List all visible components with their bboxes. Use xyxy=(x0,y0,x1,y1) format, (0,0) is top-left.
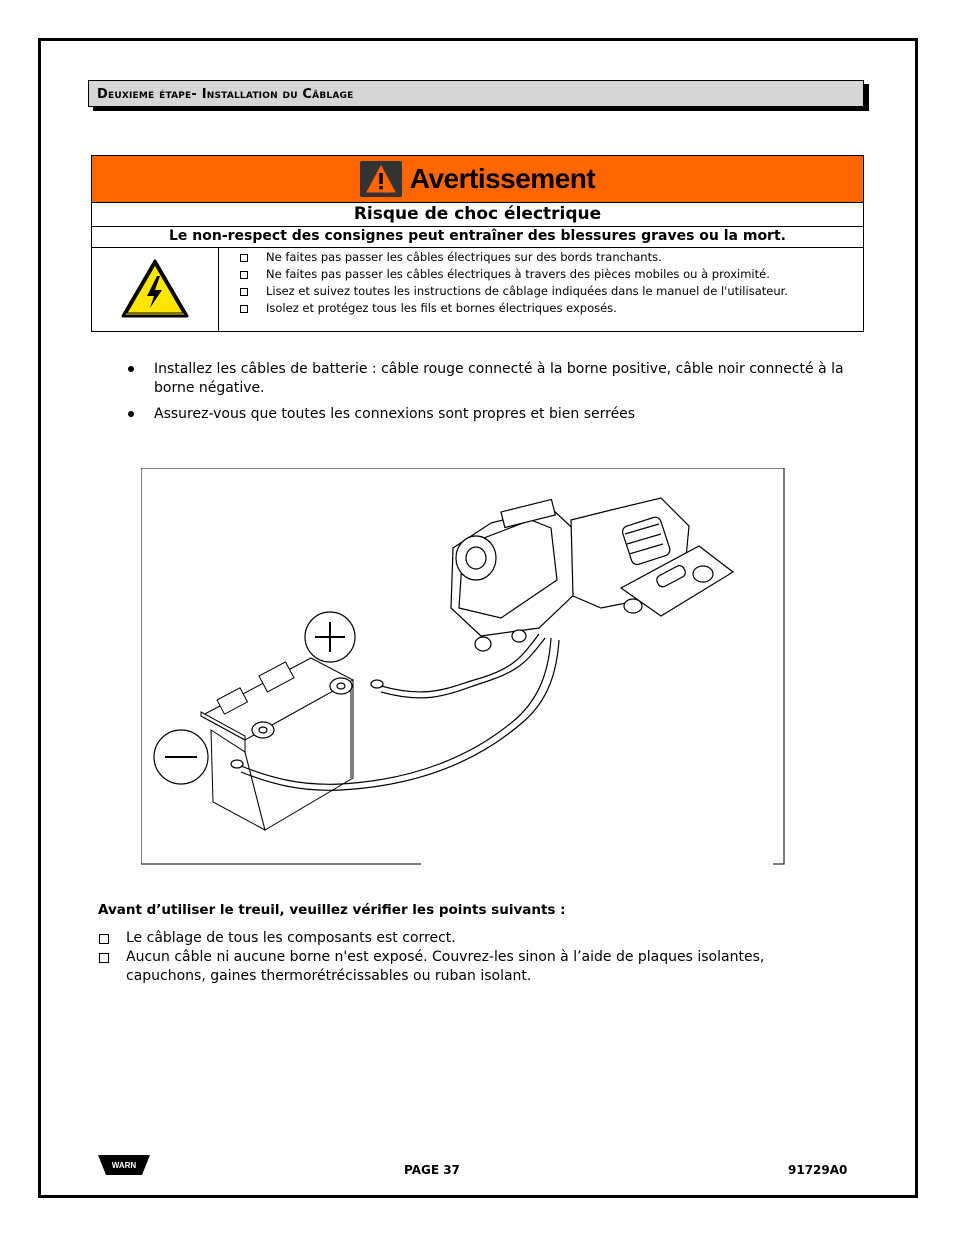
safety-rule: Lisez et suivez toutes les instructions de câblage indiquées dans le manuel de l'utilisateur. xyxy=(240,283,788,300)
bullet-icon xyxy=(128,366,134,372)
warn-logo xyxy=(98,1153,150,1177)
checklist-item: Aucun câble ni aucune borne n'est exposé. Couvrez-les sinon à l’aide de plaques isolantes, capuchons, gaines thermorétrécissables ou ruban isolant. xyxy=(98,948,838,986)
warning-body xyxy=(92,247,863,331)
positive-symbol xyxy=(305,612,355,662)
checklist-item: Le câblage de tous les composants est correct. xyxy=(98,929,838,948)
checklist xyxy=(98,929,838,986)
warning-title: Avertissement xyxy=(409,163,596,194)
checkbox-icon xyxy=(240,288,248,296)
checkbox-icon xyxy=(240,254,248,262)
svg-text:WARN: WARN xyxy=(111,1161,137,1170)
instruction-item: Assurez-vous que toutes les connexions sont propres et bien serrées xyxy=(126,405,846,424)
consequence-text: Le non-respect des consignes peut entraîner des blessures graves ou la mort. xyxy=(92,226,863,248)
electric-hazard-icon xyxy=(120,258,190,320)
safety-rule: Ne faites pas passer les câbles électriques à travers des pièces mobiles ou à proximité. xyxy=(240,266,788,283)
checkbox-icon xyxy=(240,271,248,279)
hazard-cell xyxy=(92,247,219,331)
negative-symbol xyxy=(154,730,208,784)
checkbox-icon xyxy=(99,934,109,944)
warning-box xyxy=(91,155,864,332)
warning-banner xyxy=(92,156,863,203)
safety-rules-list xyxy=(240,249,788,317)
instruction-item: Installez les câbles de batterie : câble rouge connecté à la borne positive, câble noir connecté à la borne négative. xyxy=(126,360,846,398)
winch-illustration xyxy=(451,498,733,651)
checklist-title: Avant d’utiliser le treuil, veuillez vérifier les points suivants : xyxy=(98,902,566,918)
warning-triangle-icon xyxy=(360,161,402,197)
risk-heading: Risque de choc électrique xyxy=(92,202,863,227)
document-number: 91729A0 xyxy=(788,1163,848,1177)
safety-rule: Isolez et protégez tous les fils et bornes électriques exposés. xyxy=(240,300,788,317)
wiring-figure xyxy=(141,468,785,865)
checkbox-icon xyxy=(99,953,109,963)
instruction-list xyxy=(126,360,846,431)
checkbox-icon xyxy=(240,305,248,313)
section-header: Deuxieme étape- Installation du Câblage xyxy=(88,80,864,107)
page-number: PAGE 37 xyxy=(404,1163,460,1177)
safety-rule: Ne faites pas passer les câbles électriques sur des bords tranchants. xyxy=(240,249,788,266)
bullet-icon xyxy=(128,411,134,417)
